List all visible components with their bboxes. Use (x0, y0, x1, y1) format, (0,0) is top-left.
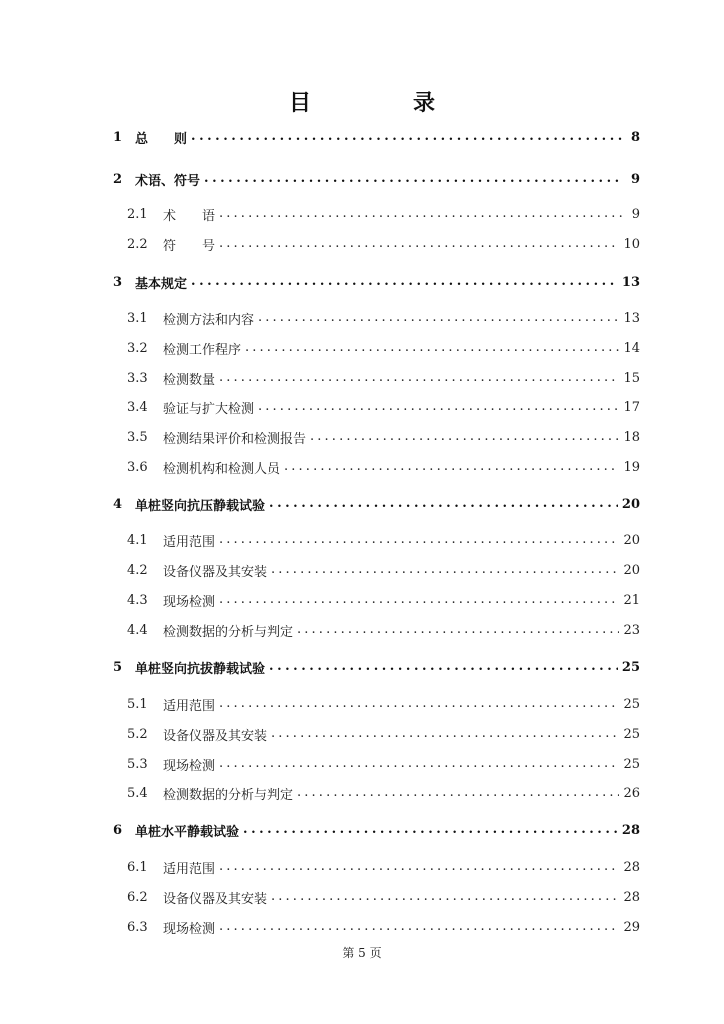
toc-entry-page-number: 23 (623, 622, 640, 638)
toc-entry-page-number: 9 (630, 171, 640, 187)
toc-entry-label: 适用范围 (163, 698, 216, 714)
toc-entry-label: 术语、符号 (135, 173, 201, 189)
toc-entry-number: 3.3 (127, 370, 148, 386)
toc-dot-leader (310, 427, 619, 447)
toc-entry-page-number: 28 (623, 889, 640, 905)
toc-entry-page-number: 19 (623, 459, 640, 475)
toc-entry-number: 3.5 (127, 429, 148, 445)
toc-dot-leader (271, 887, 619, 907)
toc-entry-number: 5.1 (127, 696, 148, 712)
toc-dot-leader (219, 857, 619, 877)
toc-entry-page-number: 25 (623, 726, 640, 742)
toc-dot-leader (269, 657, 618, 677)
toc-entry-label: 检测工作程序 (163, 342, 242, 358)
toc-entry-page-number: 14 (623, 340, 640, 356)
toc-dot-leader (258, 397, 619, 417)
toc-dot-leader (191, 272, 618, 292)
toc-entry-label: 总 则 (135, 131, 188, 147)
toc-section-entry[interactable] (127, 560, 640, 580)
toc-dot-leader (204, 169, 622, 189)
toc-entry-page-number: 8 (630, 129, 640, 145)
toc-dot-leader (219, 694, 619, 714)
toc-entry-number: 6.2 (127, 889, 148, 905)
toc-chapter-entry[interactable] (113, 657, 640, 677)
toc-entry-page-number: 21 (623, 592, 640, 608)
toc-chapter-entry[interactable] (113, 820, 640, 840)
toc-dot-leader (219, 754, 619, 774)
toc-entry-number: 6 (113, 822, 123, 838)
toc-section-entry[interactable] (127, 887, 640, 907)
toc-entry-label: 适用范围 (163, 534, 216, 550)
toc-section-entry[interactable] (127, 368, 640, 388)
page-footer: 第 5 页 (342, 946, 382, 960)
toc-entry-page-number: 25 (623, 696, 640, 712)
toc-dot-leader (258, 308, 619, 328)
toc-section-entry[interactable] (127, 694, 640, 714)
toc-entry-number: 2.1 (127, 206, 148, 222)
toc-section-entry[interactable] (127, 754, 640, 774)
toc-entry-label: 基本规定 (135, 276, 188, 292)
toc-entry-number: 4.2 (127, 562, 148, 578)
toc-entry-label: 设备仪器及其安装 (163, 564, 268, 580)
toc-section-entry[interactable] (127, 917, 640, 937)
toc-section-entry[interactable] (127, 620, 640, 640)
toc-entry-label: 检测数据的分析与判定 (163, 624, 294, 640)
toc-chapter-entry[interactable] (113, 494, 640, 514)
toc-entry-page-number: 17 (623, 399, 640, 415)
toc-entry-label: 设备仪器及其安装 (163, 728, 268, 744)
toc-entry-number: 2 (113, 171, 123, 187)
toc-dot-leader (297, 620, 619, 640)
toc-entry-label: 设备仪器及其安装 (163, 891, 268, 907)
toc-entry-label: 现场检测 (163, 758, 216, 774)
toc-entry-label: 现场检测 (163, 594, 216, 610)
toc-entry-number: 5.3 (127, 756, 148, 772)
toc-entry-page-number: 9 (631, 206, 640, 222)
toc-entry-number: 3.1 (127, 310, 148, 326)
toc-entry-number: 4.1 (127, 532, 148, 548)
toc-section-entry[interactable] (127, 590, 640, 610)
toc-dot-leader (284, 457, 619, 477)
toc-dot-leader (219, 234, 619, 254)
toc-entry-page-number: 28 (623, 859, 640, 875)
toc-dot-leader (243, 820, 618, 840)
toc-dot-leader (245, 338, 619, 358)
toc-entry-label: 术 语 (163, 208, 216, 224)
toc-section-entry[interactable] (127, 457, 640, 477)
toc-entry-number: 5 (113, 659, 123, 675)
toc-entry-page-number: 10 (623, 236, 640, 252)
toc-entry-page-number: 20 (623, 562, 640, 578)
toc-section-entry[interactable] (127, 338, 640, 358)
toc-section-entry[interactable] (127, 234, 640, 254)
toc-entry-label: 检测数据的分析与判定 (163, 787, 294, 803)
toc-entry-label: 检测数量 (163, 372, 216, 388)
toc-dot-leader (219, 530, 619, 550)
toc-entry-number: 5.4 (127, 785, 148, 801)
toc-section-entry[interactable] (127, 427, 640, 447)
toc-entry-page-number: 28 (621, 822, 640, 838)
toc-entry-page-number: 20 (621, 496, 640, 512)
toc-entry-number: 6.3 (127, 919, 148, 935)
toc-section-entry[interactable] (127, 530, 640, 550)
toc-entry-number: 4.4 (127, 622, 148, 638)
toc-section-entry[interactable] (127, 308, 640, 328)
toc-entry-number: 6.1 (127, 859, 148, 875)
toc-entry-page-number: 25 (623, 756, 640, 772)
toc-entry-number: 4.3 (127, 592, 148, 608)
toc-section-entry[interactable] (127, 783, 640, 803)
toc-dot-leader (191, 127, 622, 147)
toc-entry-label: 现场检测 (163, 921, 216, 937)
toc-dot-leader (219, 368, 619, 388)
toc-dot-leader (269, 494, 618, 514)
toc-entry-label: 检测方法和内容 (163, 312, 255, 328)
toc-entry-number: 4 (113, 496, 123, 512)
toc-dot-leader (219, 917, 619, 937)
toc-entry-label: 单桩竖向抗压静载试验 (135, 498, 266, 514)
toc-entry-page-number: 13 (623, 310, 640, 326)
toc-entry-number: 2.2 (127, 236, 148, 252)
toc-section-entry[interactable] (127, 724, 640, 744)
toc-section-entry[interactable] (127, 204, 640, 224)
toc-entry-label: 符 号 (163, 238, 216, 254)
toc-entry-page-number: 29 (623, 919, 640, 935)
toc-section-entry[interactable] (127, 857, 640, 877)
toc-chapter-entry[interactable] (113, 169, 640, 189)
toc-entry-number: 3.2 (127, 340, 148, 356)
toc-entry-number: 5.2 (127, 726, 148, 742)
toc-entry-label: 验证与扩大检测 (163, 401, 255, 417)
toc-dot-leader (297, 783, 619, 803)
toc-entry-page-number: 25 (621, 659, 640, 675)
toc-dot-leader (219, 204, 622, 224)
toc-entry-label: 单桩竖向抗拔静载试验 (135, 661, 266, 677)
toc-entry-page-number: 13 (621, 274, 640, 290)
toc-entry-page-number: 18 (623, 429, 640, 445)
toc-entry-page-number: 26 (623, 785, 640, 801)
toc-entry-number: 3.4 (127, 399, 148, 415)
toc-entry-number: 3.6 (127, 459, 148, 475)
toc-chapter-entry[interactable] (113, 272, 640, 292)
page-title: 目 录 (288, 90, 475, 116)
toc-entry-page-number: 20 (623, 532, 640, 548)
toc-chapter-entry[interactable] (113, 127, 640, 147)
toc-entry-label: 检测机构和检测人员 (163, 461, 281, 477)
toc-entry-label: 适用范围 (163, 861, 216, 877)
toc-dot-leader (271, 560, 619, 580)
toc-entry-number: 3 (113, 274, 123, 290)
toc-entry-label: 单桩水平静载试验 (135, 824, 240, 840)
toc-dot-leader (271, 724, 619, 744)
toc-entry-label: 检测结果评价和检测报告 (163, 431, 307, 447)
toc-entry-number: 1 (113, 129, 123, 145)
toc-entry-page-number: 15 (623, 370, 640, 386)
toc-section-entry[interactable] (127, 397, 640, 417)
toc-dot-leader (219, 590, 619, 610)
